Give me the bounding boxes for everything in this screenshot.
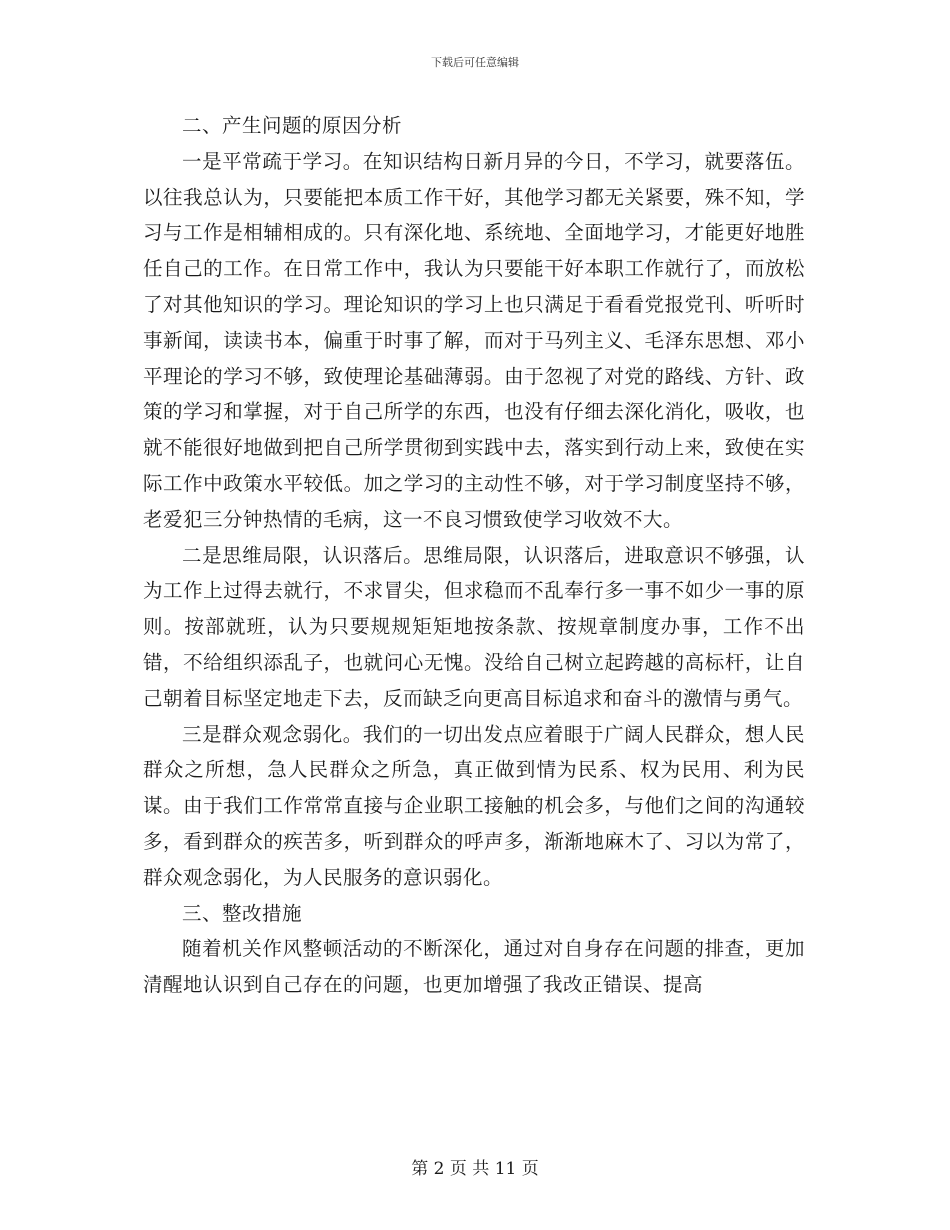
page-label-suffix: 页 (521, 1159, 539, 1179)
paragraph-rectification-intro: 随着机关作风整顿活动的不断深化，通过对自身存在问题的排查，更加清醒地认识到自己存在的问题，也更加增强了我改正错误、提高 (143, 937, 805, 997)
page-label-middle: 页 共 (449, 1159, 490, 1179)
document-body (143, 108, 805, 1003)
paragraph-study: 一是平常疏于学习。在知识结构日新月异的今日，不学习，就要落伍。以往我总认为，只要能把本质工作干好，其他学习都无关紧要，殊不知，学习与工作是相辅相成的。只有深化地、系统地、全面地学习，才能更好地胜任自己的工作。在日常工作中，我认为只要能干好本职工作就行了，而放松了对其他知识的学习。理论知识的学习上也只满足于看看党报党刊、听听时事新闻，读读书本，偏重于时事了解，而对于马列主义、毛泽东思想、邓小平理论的学习不够，致使理论基础薄弱。由于忽视了对党的路线、方针、政策的学习和掌握，对于自己所学的东西，也没有仔细去深化消化，吸收，也就不能很好地做到把自己所学贯彻到实践中去，落实到行动上来，致使在实际工作中政策水平较低。加之学习的主动性不够，对于学习制度坚持不够，老爱犯三分钟热情的毛病，这一不良习惯致使学习收效不大。 (143, 149, 805, 531)
paragraph-mass-awareness: 三是群众观念弱化。我们的一切出发点应着眼于广阔人民群众，想人民群众之所想，急人民群众之所急，真正做到情为民系、权为民用、利为民谋。由于我们工作常常直接与企业职工接触的机会多，与他们之间的沟通较多，看到群众的疾苦多，听到群众的呼声多，渐渐地麻木了、习以为常了，群众观念弱化，为人民服务的意识弱化。 (143, 722, 805, 889)
section-heading-rectification: 三、整改措施 (182, 901, 303, 925)
section-heading-causes: 二、产生问题的原因分析 (182, 114, 403, 137)
total-pages: 11 (494, 1159, 517, 1179)
page-label-prefix: 第 (411, 1159, 429, 1179)
page-header: 下载后可任意编辑 (431, 56, 519, 69)
paragraph-thinking: 二是思维局限，认识落后。思维局限，认识落后，进取意识不够强，认为工作上过得去就行，不求冒尖，但求稳而不乱奉行多一事不如少一事的原则。按部就班，认为只要规规矩矩地按条款、按规章制度办事，工作不出错，不给组织添乱子，也就问心无愧。没给自己树立起跨越的高标杆，让自己朝着目标坚定地走下去，反而缺乏向更高目标追求和奋斗的激情与勇气。 (143, 543, 805, 710)
page-footer (0, 1154, 950, 1179)
page-number: 2 (433, 1159, 445, 1179)
